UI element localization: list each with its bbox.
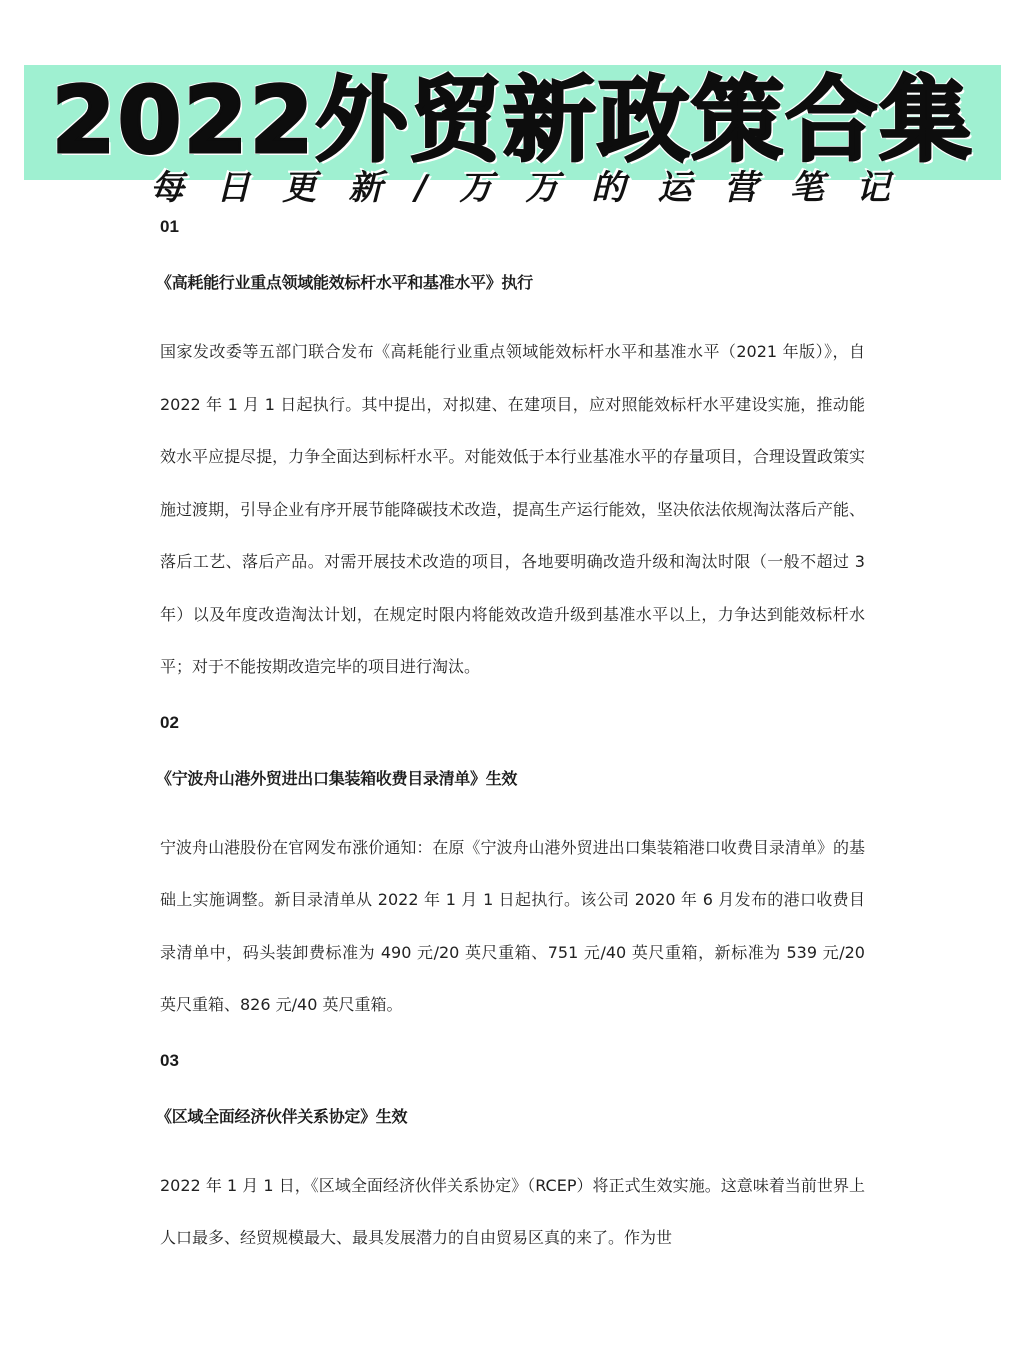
section-title: 《区域全面经济伙伴关系协定》生效 bbox=[156, 1106, 408, 1126]
section-paragraph: 2022 年 1 月 1 日，《区域全面经济伙伴关系协定》（RCEP）将正式生效实施。这意味着当前世界上人口最多、经贸规模最大、最具发展潜力的自由贸易区真的来了。作为世 bbox=[160, 1175, 865, 1247]
subtitle-char: 每 bbox=[150, 168, 184, 208]
subtitle-char: 万 bbox=[525, 168, 560, 208]
section-paragraph: 国家发改委等五部门联合发布《高耗能行业重点领域能效标杆水平和基准水平（2021 年版）》，自 2022 年 1 月 1 日起执行。其中提出，对拟建、在建项目，应对照能效标杆水平建设实施，推动能效水平应提尽提，力争全面达到标杆水平。对能效低于本行业基准水平的存量项目，合理设置政策实施过渡期，引导企业有序开展节能降碳技术改造，提高生产运行能效，坚决依法依规淘汰落后产能、落后工艺、落后产品。对需开展技术改造的项目，各地要明确改造升级和淘汰时限（一般不超过 3 年）以及年度改造淘汰计划，在规定时限内将能效改造升级到基准水平以上，力争达到能效标杆水平；对于不能按期改造完毕的项目进行淘汰。 bbox=[160, 342, 865, 676]
subtitle-char: 更 bbox=[282, 168, 317, 208]
page-title: 2022外贸新政策合集 bbox=[51, 67, 974, 174]
subtitle-char: 日 bbox=[216, 168, 251, 208]
subtitle-char: 的 bbox=[591, 168, 626, 208]
subtitle-char: 笔 bbox=[789, 168, 824, 208]
section-01 bbox=[156, 210, 865, 694]
subtitle bbox=[150, 166, 890, 210]
section-number: 03 bbox=[160, 1050, 179, 1070]
subtitle-char: / bbox=[414, 168, 427, 208]
subtitle-char: 记 bbox=[855, 168, 890, 208]
article-body bbox=[156, 210, 865, 1265]
section-03 bbox=[156, 1044, 865, 1265]
subtitle-char: 营 bbox=[723, 168, 758, 208]
subtitle-char: 新 bbox=[348, 168, 383, 208]
section-paragraph: 宁波舟山港股份在官网发布涨价通知：在原《宁波舟山港外贸进出口集装箱港口收费目录清单》的基础上实施调整。新目录清单从 2022 年 1 月 1 日起执行。该公司 2020 年 6 月发布的港口收费目录清单中，码头装卸费标准为 490 元/20 英尺重箱、751 元/40 英尺重箱，新标准为 539 元/20 英尺重箱、826 元/40 英尺重箱。 bbox=[160, 837, 865, 1014]
subtitle-char: 运 bbox=[657, 168, 692, 208]
section-title: 《宁波舟山港外贸进出口集装箱收费目录清单》生效 bbox=[156, 768, 518, 788]
section-title: 《高耗能行业重点领域能效标杆水平和基准水平》执行 bbox=[156, 273, 533, 292]
section-number: 02 bbox=[160, 712, 179, 732]
subtitle-char: 万 bbox=[459, 168, 494, 208]
section-number: 01 bbox=[160, 217, 179, 236]
section-02 bbox=[156, 706, 865, 1032]
